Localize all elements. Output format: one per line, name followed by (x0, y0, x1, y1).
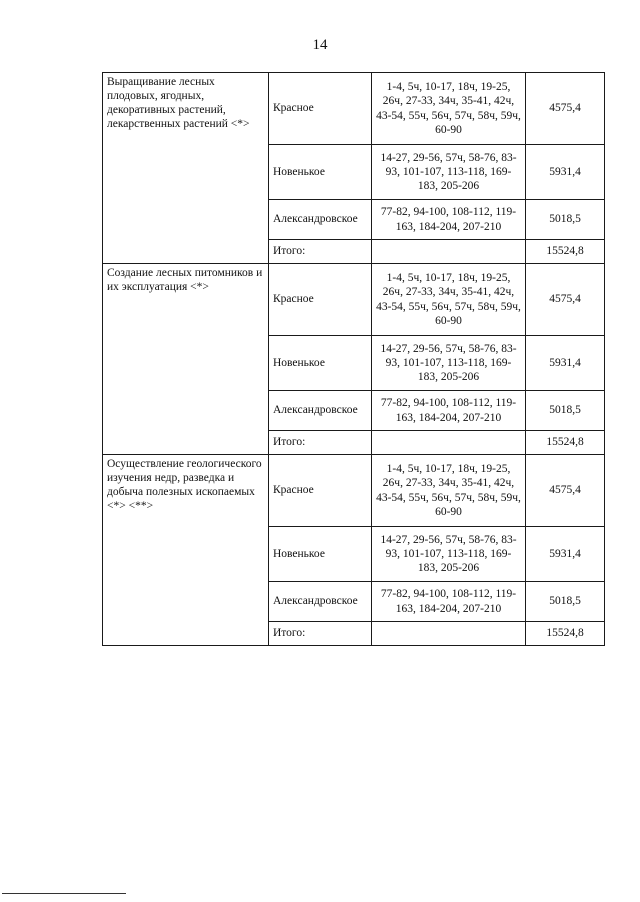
empty-cell (372, 622, 526, 646)
district-cell: Красное (269, 264, 372, 336)
district-cell: Новенькое (269, 527, 372, 582)
area-cell: 4575,4 (526, 455, 605, 527)
quarters-cell: 14-27, 29-56, 57ч, 58-76, 83-93, 101-107, 113-118, 169-183, 205-206 (372, 145, 526, 200)
area-cell: 5018,5 (526, 200, 605, 240)
district-cell: Красное (269, 73, 372, 145)
empty-cell (372, 240, 526, 264)
quarters-cell: 1-4, 5ч, 10-17, 18ч, 19-25, 26ч, 27-33, 34ч, 35-41, 42ч, 43-54, 55ч, 56ч, 57ч, 58ч, 59ч, 60-90 (372, 455, 526, 527)
quarters-cell: 77-82, 94-100, 108-112, 119-163, 184-204, 207-210 (372, 391, 526, 431)
page-number: 14 (312, 37, 328, 53)
area-cell: 4575,4 (526, 264, 605, 336)
activity-cell: Выращивание лесных плодовых, ягодных, декоративных растений, лекарственных растений <*> (103, 73, 269, 264)
empty-cell (372, 431, 526, 455)
area-cell: 5018,5 (526, 391, 605, 431)
district-cell: Александровское (269, 582, 372, 622)
quarters-cell: 1-4, 5ч, 10-17, 18ч, 19-25, 26ч, 27-33, 34ч, 35-41, 42ч, 43-54, 55ч, 56ч, 57ч, 58ч, 59ч, 60-90 (372, 73, 526, 145)
district-cell: Александровское (269, 200, 372, 240)
area-cell: 5018,5 (526, 582, 605, 622)
total-label: Итого: (269, 622, 372, 646)
quarters-cell: 77-82, 94-100, 108-112, 119-163, 184-204, 207-210 (372, 582, 526, 622)
district-cell: Александровское (269, 391, 372, 431)
area-cell: 5931,4 (526, 336, 605, 391)
quarters-cell: 1-4, 5ч, 10-17, 18ч, 19-25, 26ч, 27-33, 34ч, 35-41, 42ч, 43-54, 55ч, 56ч, 57ч, 58ч, 59ч, 60-90 (372, 264, 526, 336)
district-cell: Красное (269, 455, 372, 527)
area-cell: 5931,4 (526, 527, 605, 582)
footer-divider (2, 893, 126, 894)
forest-use-table (102, 72, 605, 646)
district-cell: Новенькое (269, 145, 372, 200)
activity-cell: Создание лесных питомников и их эксплуатация <*> (103, 264, 269, 455)
total-value: 15524,8 (526, 431, 605, 455)
quarters-cell: 14-27, 29-56, 57ч, 58-76, 83-93, 101-107, 113-118, 169-183, 205-206 (372, 336, 526, 391)
activity-cell: Осуществление геологического изучения недр, разведка и добыча полезных ископаемых <*> <**> (103, 455, 269, 646)
table-row (103, 73, 605, 145)
area-cell: 5931,4 (526, 145, 605, 200)
quarters-cell: 77-82, 94-100, 108-112, 119-163, 184-204, 207-210 (372, 200, 526, 240)
quarters-cell: 14-27, 29-56, 57ч, 58-76, 83-93, 101-107, 113-118, 169-183, 205-206 (372, 527, 526, 582)
total-label: Итого: (269, 240, 372, 264)
table-row (103, 455, 605, 527)
district-cell: Новенькое (269, 336, 372, 391)
total-value: 15524,8 (526, 622, 605, 646)
area-cell: 4575,4 (526, 73, 605, 145)
total-label: Итого: (269, 431, 372, 455)
table-row (103, 264, 605, 336)
total-value: 15524,8 (526, 240, 605, 264)
